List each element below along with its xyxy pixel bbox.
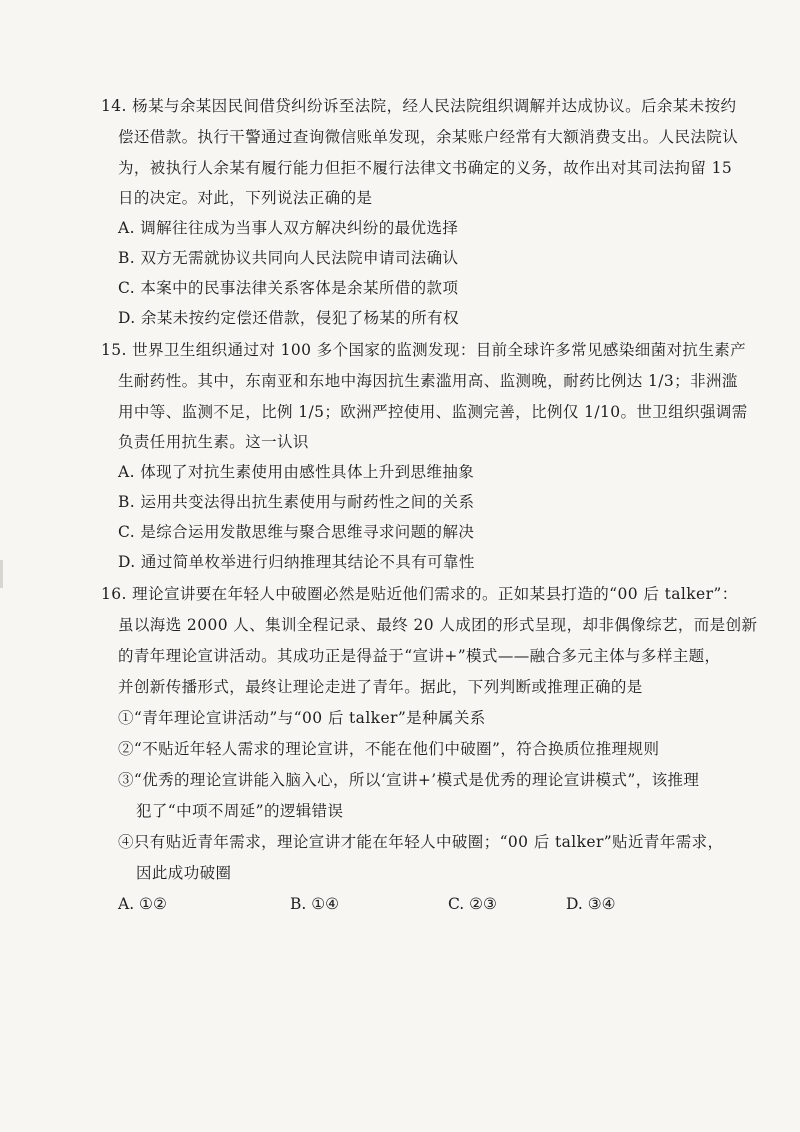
question-16-statement-4-line-2: 因此成功破圈 <box>136 864 232 882</box>
question-16-statement-1: ①“青年理论宣讲活动”与“00 后 talker”是种属关系 <box>118 709 486 727</box>
question-16-answer-b: B. ①④ <box>290 895 340 913</box>
question-14-stem-line-3: 为，被执行人余某有履行能力但拒不履行法律文书确定的义务，故作出对其司法拘留 15 <box>118 159 733 177</box>
question-15-stem-line-1: 15. 世界卫生组织通过对 100 多个国家的监测发现：目前全球许多常见感染细菌对抗生素产 <box>101 341 747 359</box>
question-15-stem-line-2: 生耐药性。其中，东南亚和东地中海因抗生素滥用高、监测晚，耐药比例达 1/3；非洲滥 <box>118 372 738 390</box>
question-14-stem-line-4: 日的决定。对此，下列说法正确的是 <box>118 189 373 207</box>
question-16-statement-2: ②“不贴近年轻人需求的理论宣讲，不能在他们中破圈”，符合换质位推理规则 <box>118 740 660 758</box>
question-16-stem-line-2: 虽以海选 2000 人、集训全程记录、最终 20 人成团的形式呈现，却非偶像综艺，而是创新 <box>118 616 758 634</box>
question-15-option-a: A. 体现了对抗生素使用由感性具体上升到思维抽象 <box>118 463 475 481</box>
question-14-stem-line-1: 14. 杨某与余某因民间借贷纠纷诉至法院，经人民法院组织调解并达成协议。后余某未按约 <box>101 97 737 115</box>
question-14-option-a: A. 调解往往成为当事人双方解决纠纷的最优选择 <box>118 219 459 237</box>
question-16-answer-a: A. ①② <box>118 895 167 913</box>
question-16-stem-line-1: 16. 理论宣讲要在年轻人中破圈必然是贴近他们需求的。正如某县打造的“00 后 talker”： <box>101 585 738 603</box>
question-15-option-c: C. 是综合运用发散思维与聚合思维寻求问题的解决 <box>118 523 475 541</box>
question-16-stem-line-4: 并创新传播形式，最终让理论走进了青年。据此，下列判断或推理正确的是 <box>118 678 643 696</box>
question-16-statement-4-line-1: ④只有贴近青年需求，理论宣讲才能在年轻人中破圈；“00 后 talker”贴近青年需求， <box>118 833 724 851</box>
question-16-answer-c: C. ②③ <box>448 895 497 913</box>
question-14-stem-line-2: 偿还借款。执行干警通过查询微信账单发现，余某账户经常有大额消费支出。人民法院认 <box>118 128 739 146</box>
question-16-stem-line-3: 的青年理论宣讲活动。其成功正是得益于“宣讲+”模式——融合多元主体与多样主题， <box>118 647 721 665</box>
question-15-stem-line-3: 用中等、监测不足，比例 1/5；欧洲严控使用、监测完善，比例仅 1/10。世卫组织强调需 <box>118 403 748 421</box>
question-14-option-b: B. 双方无需就协议共同向人民法院申请司法确认 <box>118 249 459 267</box>
question-15-option-d: D. 通过简单枚举进行归纳推理其结论不具有可靠性 <box>118 553 475 571</box>
question-15-stem-line-4: 负责任用抗生素。这一认识 <box>118 433 309 451</box>
question-16-statement-3-line-1: ③“优秀的理论宣讲能入脑入心，所以‘宣讲+’模式是优秀的理论宣讲模式”，该推理 <box>118 771 700 789</box>
binding-margin-mark <box>0 560 3 588</box>
question-14-option-c: C. 本案中的民事法律关系客体是余某所借的款项 <box>118 279 459 297</box>
question-16-statement-3-line-2: 犯了“中项不周延”的逻辑错误 <box>136 802 344 820</box>
question-14-option-d: D. 余某未按约定偿还借款，侵犯了杨某的所有权 <box>118 309 459 327</box>
question-16-answer-d: D. ③④ <box>566 895 616 913</box>
question-15-option-b: B. 运用共变法得出抗生素使用与耐药性之间的关系 <box>118 493 475 511</box>
